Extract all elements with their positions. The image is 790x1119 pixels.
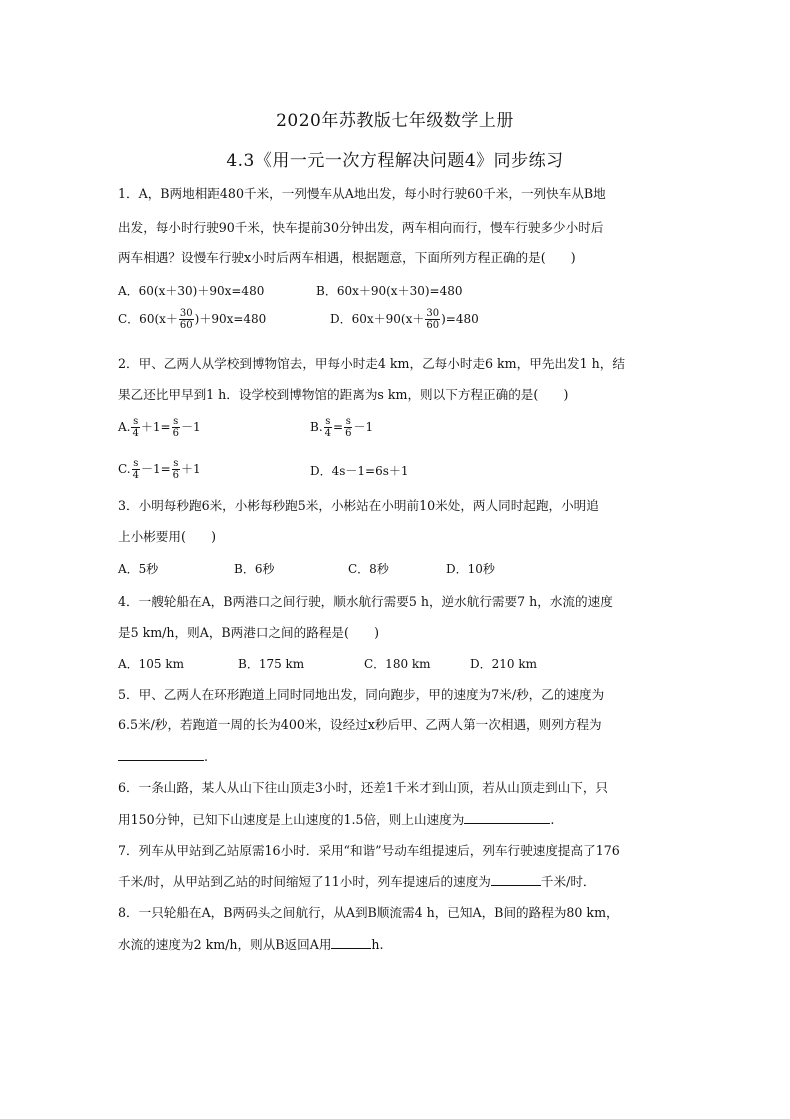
option-label: C. [118, 462, 131, 476]
question-5-answer-line [118, 748, 208, 765]
option-text: －1 [353, 420, 374, 434]
question-3-line-2: 上小彬要用( ) [118, 529, 216, 544]
option-c-prefix: C．60(x＋ [118, 312, 178, 326]
numerator: 30 [426, 308, 440, 319]
question-1-line-3: 两车相遇？设慢车行驶x小时后两车相遇，根据题意，下面所列方程正确的是( ) [118, 250, 576, 265]
option-text: ＋1 [181, 462, 201, 476]
question-4-option-d: D．210 km [470, 657, 537, 671]
fraction [344, 416, 352, 439]
numerator: s [173, 458, 179, 469]
numerator: s [345, 416, 351, 427]
fraction [172, 458, 180, 481]
denominator: 60 [179, 320, 193, 331]
question-2-option-c [118, 458, 201, 481]
fraction [425, 308, 440, 331]
answer-blank[interactable] [464, 811, 550, 824]
question-2-option-b [310, 416, 373, 439]
answer-blank[interactable] [491, 873, 541, 886]
question-8-line-2 [118, 936, 384, 953]
fraction [131, 416, 139, 439]
question-7-line-1: 7．列车从甲站到乙站原需16小时．采用“和谐”号动车组提速后，列车行驶速度提高了176 [118, 843, 620, 858]
question-1-line-1: 1．A，B两地相距480千米，一列慢车从A地出发，每小时行驶60千米，一列快车从B地 [118, 186, 606, 201]
question-3-option-a: A．5秒 [118, 562, 159, 576]
question-2-option-d: D．4s－1=6s＋1 [310, 464, 409, 478]
question-7-text: 千米/时，从甲站到乙站的时间缩短了11小时，列车提速后的速度为 [118, 874, 491, 889]
denominator: 6 [172, 470, 180, 481]
question-7-line-2 [118, 873, 596, 890]
denominator: 4 [132, 428, 139, 439]
numerator: 30 [179, 308, 193, 319]
question-1-option-c [118, 308, 266, 331]
question-3-option-b: B．6秒 [234, 562, 275, 576]
denominator: 6 [172, 428, 179, 439]
option-text: －1= [140, 462, 171, 476]
option-text: = [333, 420, 344, 434]
fraction [324, 416, 332, 439]
question-1-option-d [330, 308, 479, 331]
page-subtitle: 4.3《用一元一次方程解决问题4》同步练习 [226, 151, 564, 171]
question-6-text: 用150分钟，已知下山速度是上山速度的1.5倍，则上山速度为 [118, 812, 465, 827]
question-4-option-b: B．175 km [238, 657, 305, 671]
fraction [179, 308, 194, 331]
option-d-suffix: )=480 [441, 312, 479, 326]
option-text: ＋1= [140, 420, 171, 434]
question-6-line-1: 6．一条山路，某人从山下往山顶走3小时，还差1千米才到山顶，若从山顶走到山下，只 [118, 780, 609, 795]
question-4-line-1: 4．一艘轮船在A，B两港口之间行驶，顺水航行需要5 h，逆水航行需要7 h，水流的速度 [118, 594, 613, 609]
option-c-suffix: )＋90x=480 [194, 312, 267, 326]
question-2-line-1: 2．甲、乙两人从学校到博物馆去，甲每小时走4 km，乙每小时走6 km，甲先出发1 h，结 [118, 356, 625, 371]
answer-end: h. [371, 937, 384, 952]
option-text: －1 [180, 420, 201, 434]
question-4-option-c: C．180 km [364, 657, 431, 671]
question-8-line-1: 8．一只轮船在A，B两码头之间航行，从A到B顺流需4 h，已知A，B间的路程为80 km， [118, 905, 619, 920]
question-4-line-2: 是5 km/h，则A，B两港口之间的路程是( ) [118, 625, 380, 640]
page-title: 2020年苏教版七年级数学上册 [276, 111, 514, 131]
question-3-line-1: 3．小明每秒跑6米，小彬每秒跑5米，小彬站在小明前10米处，两人同时起跑，小明追 [118, 498, 599, 513]
question-1-option-b: B．60x＋90(x＋30)=480 [316, 284, 463, 298]
question-2-option-a [118, 416, 201, 439]
question-1-line-2: 出发，每小时行驶90千米，快车提前30分钟出发，两车相向而行，慢车行驶多少小时后 [118, 220, 604, 235]
option-label: B. [310, 420, 323, 434]
question-3-option-c: C．8秒 [348, 562, 389, 576]
option-d-prefix: D．60x＋90(x＋ [330, 312, 425, 326]
question-5-line-1: 5．甲、乙两人在环形跑道上同时同地出发，同向跑步，甲的速度为7米/秒，乙的速度为 [118, 687, 605, 702]
question-8-text: 水流的速度为2 km/h，则从B返回A用 [118, 937, 332, 952]
question-2-line-2: 果乙还比甲早到1 h．设学校到博物馆的距离为s km，则以下方程正确的是( ) [118, 387, 569, 402]
question-1-option-a: A．60(x＋30)＋90x=480 [118, 284, 265, 298]
option-label: A. [118, 420, 131, 434]
answer-end: 千米/时． [540, 874, 596, 889]
denominator: 4 [132, 470, 139, 481]
answer-end: . [204, 749, 209, 764]
denominator: 60 [426, 320, 440, 331]
question-6-line-2 [118, 811, 554, 828]
question-5-line-2: 6.5米/秒，若跑道一周的长为400米，设经过x秒后甲、乙两人第一次相遇，则列方程为 [118, 717, 602, 732]
numerator: s [173, 416, 179, 427]
numerator: s [133, 458, 139, 469]
numerator: s [133, 416, 139, 427]
question-3-option-d: D．10秒 [446, 562, 495, 576]
numerator: s [325, 416, 331, 427]
denominator: 4 [324, 428, 332, 439]
answer-end: . [550, 812, 555, 827]
answer-blank[interactable] [118, 748, 204, 761]
answer-blank[interactable] [331, 936, 371, 949]
fraction [132, 458, 140, 481]
fraction [172, 416, 180, 439]
denominator: 6 [345, 428, 352, 439]
question-4-option-a: A．105 km [118, 657, 185, 671]
